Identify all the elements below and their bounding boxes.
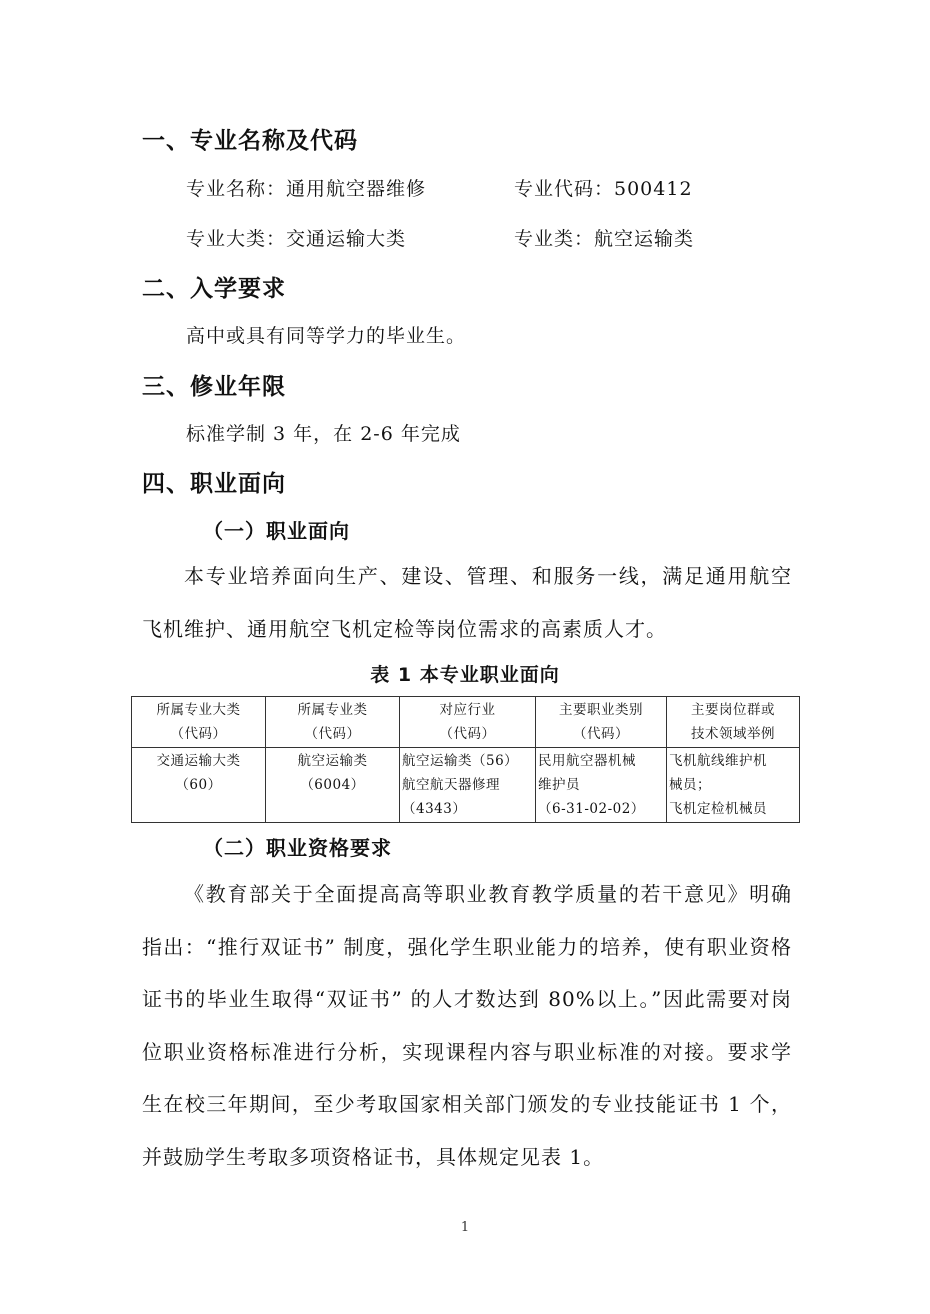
table-header-cell: 主要岗位群或 技术领域举例 <box>667 697 800 748</box>
section-4-sub1-text: 本专业培养面向生产、建设、管理、和服务一线，满足通用航空飞机维护、通用航空飞机定检等岗位需求的高素质人才。 <box>142 564 792 641</box>
table-row <box>132 748 800 823</box>
major-name: 专业名称：通用航空器维修 <box>186 178 427 200</box>
table-header-cell: 所属专业大类 （代码） <box>132 697 266 748</box>
section-4-sub2-text: 《教育部关于全面提高高等职业教育教学质量的若干意见》明确指出：“推行双证书” 制度，强化学生职业能力的培养，使有职业资格证书的毕业生取得“双证书” 的人才数达到 80%以上。”因此需要对岗位职业资格标准进行分析，实现课程内容与职业标准的对接。要求学生在校三年期间，至少考取国家相关部门颁发的专业技能证书 1 个，并鼓励学生考取多项资格证书，具体规定见表 1。 <box>142 882 792 1169</box>
table-header-cell: 主要职业类别 （代码） <box>536 697 667 748</box>
major-class: 专业类：航空运输类 <box>514 228 695 250</box>
table-cell: 交通运输大类 （60） <box>132 748 266 823</box>
table-caption: 表 1 本专业职业面向 <box>370 664 560 686</box>
table-header-cell: 对应行业 （代码） <box>400 697 536 748</box>
table-cell: 航空运输类（56） 航空航天器修理 （4343） <box>400 748 536 823</box>
section-3-title: 三、修业年限 <box>142 374 286 400</box>
section-4-sub2-title: （二）职业资格要求 <box>203 836 392 860</box>
section-4-title: 四、职业面向 <box>142 471 286 497</box>
page-number: 1 <box>460 1220 470 1235</box>
section-4-sub1-title: （一）职业面向 <box>203 519 350 543</box>
table-cell: 飞机航线维护机 械员； 飞机定检机械员 <box>667 748 800 823</box>
major-code: 专业代码：500412 <box>514 178 693 200</box>
table-cell: 航空运输类 （6004） <box>266 748 400 823</box>
table-cell: 民用航空器机械 维护员 （6-31-02-02） <box>536 748 667 823</box>
section-1-title: 一、专业名称及代码 <box>142 128 358 154</box>
section-2-title: 二、入学要求 <box>142 276 286 302</box>
section-2-text: 高中或具有同等学力的毕业生。 <box>186 325 467 347</box>
major-category: 专业大类：交通运输大类 <box>186 228 407 250</box>
occupation-table <box>131 696 800 823</box>
table-header-cell: 所属专业类 （代码） <box>266 697 400 748</box>
table-header-row <box>132 697 800 748</box>
section-3-text: 标准学制 3 年，在 2-6 年完成 <box>186 423 461 445</box>
